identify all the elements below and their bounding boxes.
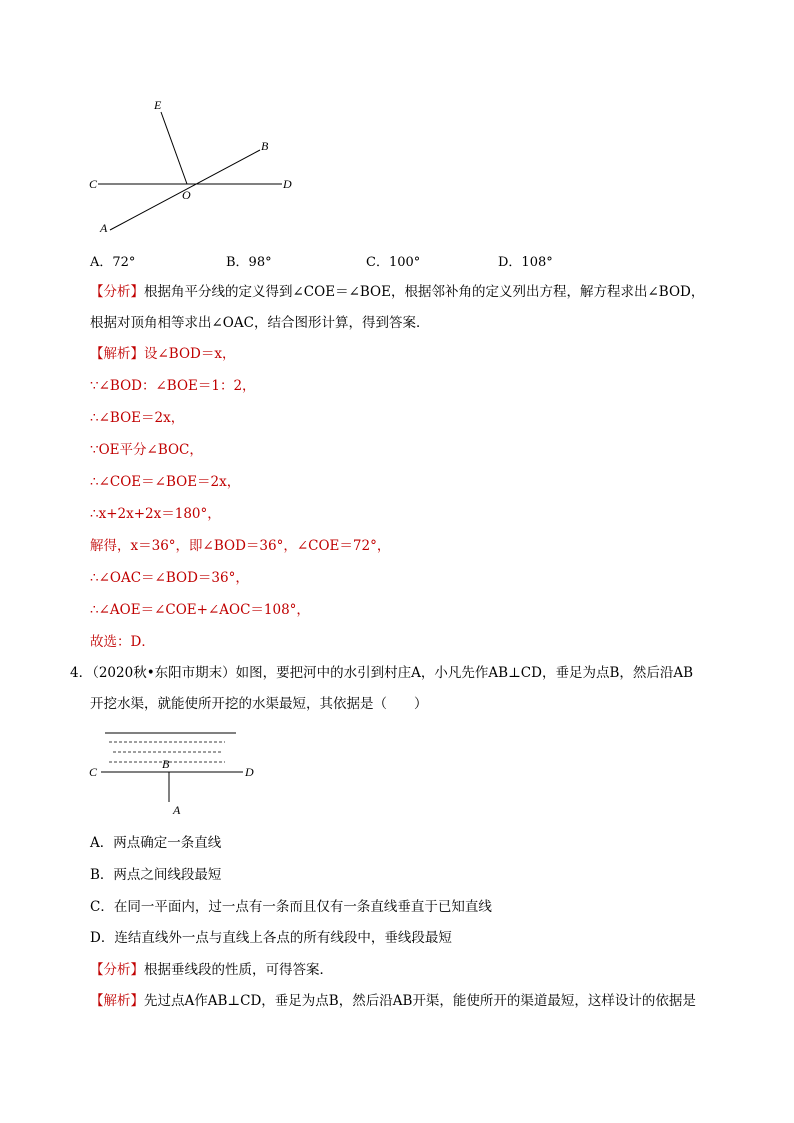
q3-option-a: A．72° — [90, 255, 136, 270]
label-B: B — [162, 757, 170, 771]
q3-option-d: D．108° — [498, 255, 553, 270]
q3-solution-line-0 — [90, 345, 236, 363]
analysis-tag: 【分析】 — [90, 962, 144, 978]
q3-solution-line-8: ∴∠AOE＝∠COE+∠AOC＝108°， — [90, 602, 310, 618]
analysis-text-2: 根据对顶角相等求出∠OAC，结合图形计算，得到答案． — [90, 315, 430, 331]
label-D: D — [245, 765, 254, 779]
solution-tag: 【解析】 — [90, 346, 144, 362]
solution-tag: 【解析】 — [90, 993, 144, 1009]
label-A: A — [100, 221, 108, 235]
q3-option-c: C．100° — [366, 255, 421, 270]
q3-solution-line-3: ∵OE平分∠BOC， — [90, 442, 203, 458]
analysis-text: 根据垂线段的性质，可得答案． — [144, 962, 333, 978]
label-B: B — [261, 139, 269, 153]
label-E: E — [154, 98, 162, 112]
q4-stem-line1 — [70, 664, 693, 682]
q4-solution — [90, 992, 696, 1010]
q3-solution-line-2: ∴∠BOE＝2x， — [90, 410, 185, 426]
angle-figure — [80, 92, 310, 242]
label-C: C — [89, 765, 98, 779]
q4-option-d: D．连结直线外一点与直线上各点的所有线段中，垂线段最短 — [90, 930, 452, 946]
label-O: O — [182, 188, 191, 202]
ray-OE — [161, 112, 187, 184]
river-figure — [85, 726, 265, 818]
q3-analysis-line1 — [90, 283, 704, 301]
solution-step: 设∠BOD＝x， — [144, 346, 236, 362]
question-source: （2020秋•东阳市期末） — [92, 665, 236, 681]
q4-analysis — [90, 961, 333, 979]
solution-text: 先过点A作AB⊥CD，垂足为点B，然后沿AB开渠，能使所开的渠道最短，这样设计的依据是 — [144, 993, 696, 1009]
q4-stem-line2: 开挖水渠，就能使所开挖的水渠最短，其依据是（ ） — [90, 696, 428, 712]
q3-solution-line-7: ∴∠OAC＝∠BOD＝36°， — [90, 570, 249, 586]
question-number: 4． — [70, 665, 93, 681]
q4-option-c: C．在同一平面内，过一点有一条而且仅有一条直线垂直于已知直线 — [90, 899, 492, 915]
label-A: A — [173, 803, 181, 817]
question-text-1: 如图，要把河中的水引到村庄A，小凡先作AB⊥CD，垂足为点B，然后沿AB — [235, 665, 694, 681]
q3-solution-line-4: ∴∠COE＝∠BOE＝2x， — [90, 474, 241, 490]
label-C: C — [89, 177, 98, 191]
q3-solution-line-1: ∵∠BOD：∠BOE＝1：2， — [90, 378, 256, 394]
label-D: D — [283, 177, 292, 191]
q3-solution-line-9: 故选：D． — [90, 634, 155, 650]
q4-option-b: B．两点之间线段最短 — [90, 867, 222, 883]
q3-solution-line-6: 解得，x＝36°，即∠BOD＝36°，∠COE＝72°， — [90, 538, 391, 554]
q3-option-b: B．98° — [226, 255, 272, 270]
q3-analysis-line2 — [90, 314, 429, 332]
q3-solution-line-5: ∴x+2x+2x＝180°， — [90, 506, 221, 522]
analysis-tag: 【分析】 — [90, 284, 144, 300]
q4-option-a: A．两点确定一条直线 — [90, 835, 222, 851]
analysis-text-1: 根据角平分线的定义得到∠COE＝∠BOE，根据邻补角的定义列出方程，解方程求出∠BOD， — [144, 284, 705, 300]
